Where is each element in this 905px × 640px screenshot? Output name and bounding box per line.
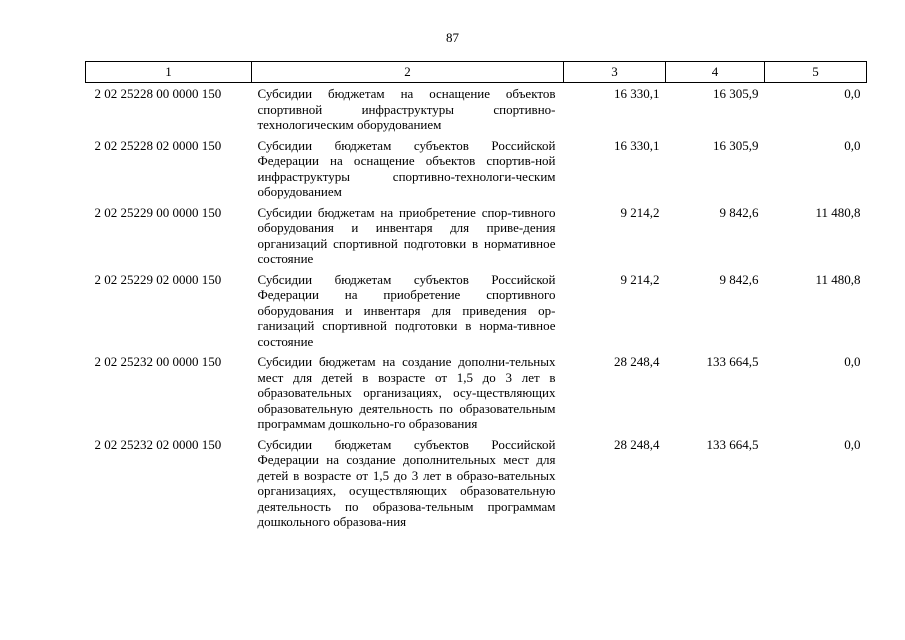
description: Субсидии бюджетам субъектов Российской Федерации на оснащение объектов спортив-ной инфраструктуры спортивно-технологи-ческим оборудованием — [257, 137, 556, 199]
column-header-value-4: 4 — [666, 62, 765, 83]
header-row — [86, 62, 867, 83]
table-row — [86, 83, 867, 138]
value-col-5: 0,0 — [844, 86, 861, 101]
value-col-3: 28 248,4 — [614, 436, 660, 452]
value-col-3: 16 330,1 — [614, 137, 660, 153]
budget-code: 2 02 25232 02 0000 150 — [94, 436, 222, 452]
budget-table — [85, 61, 867, 535]
description: Субсидии бюджетам субъектов Российской Федерации на приобретение спортивного оборудования и инвентаря для приведения ор-ганизаций спортивной подготовки в норма-тивное состояние — [257, 271, 556, 349]
value-col-5: 0,0 — [844, 137, 861, 153]
value-col-4: 9 842,6 — [719, 271, 759, 287]
value-col-5: 11 480,8 — [815, 204, 861, 220]
value-col-5: 0,0 — [844, 436, 861, 452]
value-col-3: 28 248,4 — [614, 354, 660, 369]
budget-code: 2 02 25229 00 0000 150 — [94, 204, 222, 220]
budget-code: 2 02 25228 02 0000 150 — [94, 137, 222, 153]
column-header-code: 1 — [86, 62, 252, 83]
value-col-3: 9 214,2 — [620, 204, 660, 220]
column-header-value-3: 3 — [564, 62, 666, 83]
value-col-3: 9 214,2 — [620, 271, 660, 287]
column-header-description: 2 — [252, 62, 564, 83]
value-col-4: 133 664,5 — [706, 354, 759, 369]
value-col-4: 133 664,5 — [706, 436, 759, 452]
table-body — [86, 83, 867, 535]
page-number: 87 — [446, 30, 459, 45]
value-col-5: 0,0 — [844, 354, 861, 369]
value-col-4: 16 305,9 — [713, 137, 759, 153]
budget-code: 2 02 25229 02 0000 150 — [94, 271, 222, 287]
description: Субсидии бюджетам на оснащение объектов спортивной инфраструктуры спортивно-технологическим оборудованием — [257, 86, 556, 132]
table-row — [86, 272, 867, 355]
table-row — [86, 205, 867, 272]
value-col-3: 16 330,1 — [614, 86, 660, 101]
budget-code: 2 02 25228 00 0000 150 — [94, 86, 222, 101]
table-row — [86, 354, 867, 437]
column-header-value-5: 5 — [765, 62, 867, 83]
description: Субсидии бюджетам на создание дополни-тельных мест для детей в возрасте от 1,5 до 3 лет в образовательных организациях, осу-ществляющих образовательную деятельность по образовательным программам дошкольно-го образования — [257, 354, 556, 431]
table-header — [86, 62, 867, 83]
table-row — [86, 437, 867, 535]
value-col-4: 9 842,6 — [719, 204, 759, 220]
budget-code: 2 02 25232 00 0000 150 — [94, 354, 222, 369]
value-col-4: 16 305,9 — [713, 86, 759, 101]
value-col-5: 11 480,8 — [815, 271, 861, 287]
table-row — [86, 138, 867, 205]
description: Субсидии бюджетам субъектов Российской Федерации на создание дополнительных мест для детей в возрасте от 1,5 до 3 лет в образо-вательных организациях, осуществляющих образовательную деятельность по образова-тельным программам дошкольного образова-ния — [257, 436, 556, 529]
description: Субсидии бюджетам на приобретение спор-тивного оборудования и инвентаря для приве-дения организаций спортивной подготовки в нормативное состояние — [257, 204, 556, 266]
